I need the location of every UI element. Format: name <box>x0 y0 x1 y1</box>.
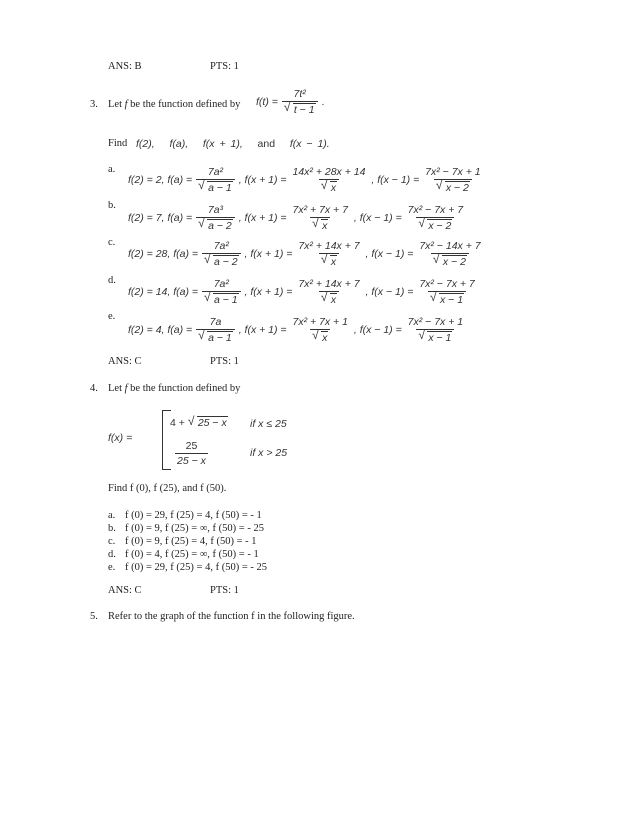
frac-den: x <box>322 220 328 232</box>
frac-den: x − 2 <box>442 256 466 268</box>
q4-option-c: f (0) = 9, f (25) = 4, f (50) = - 1 <box>125 536 257 547</box>
frac-num: 7x² + 7x + 1 <box>292 316 348 328</box>
frac-den: a − 2 <box>213 256 238 268</box>
q4-case1-prefix: 4 + <box>170 417 185 429</box>
frac-den: x − 1 <box>440 294 464 306</box>
q5-text: Refer to the graph of the function f in the following figure. <box>108 611 355 622</box>
q3-find-items <box>136 138 330 150</box>
q3-number: 3. <box>90 99 98 110</box>
q4-option-letter: b. <box>108 523 116 534</box>
radical <box>418 219 452 232</box>
option-frac-2 <box>296 278 361 306</box>
option-frac-1 <box>202 278 241 306</box>
q4-points: PTS: 1 <box>210 585 239 596</box>
frac-num: 7x² − 7x + 7 <box>407 204 464 216</box>
frac-num: 7a² <box>213 240 229 252</box>
q4-case1-expr <box>170 416 228 429</box>
option-lead: f(2) = 2, f(a) = <box>128 173 193 186</box>
option-mid: , f(x − 1) = <box>353 211 402 224</box>
q3-definition <box>256 88 324 116</box>
option-frac-2 <box>290 204 349 232</box>
q4-option-letter: a. <box>108 510 116 521</box>
option-mid: , f(x − 1) = <box>365 247 414 260</box>
q3-def-den: t − 1 <box>293 104 315 116</box>
q4-case2-fraction <box>175 440 208 467</box>
q3-points: PTS: 1 <box>210 356 239 367</box>
q4-answer: ANS: C <box>108 585 142 596</box>
radical <box>321 293 337 306</box>
q4-option-e: f (0) = 29, f (25) = 4, f (50) = - 25 <box>125 562 267 573</box>
frac-num: 7x² + 14x + 7 <box>298 240 360 252</box>
option-lead: f(2) = 7, f(a) = <box>128 211 193 224</box>
frac-num: 7x² − 7x + 1 <box>407 316 464 328</box>
q3-find-item: f(x − 1). <box>289 138 330 150</box>
q3-def-num: 7t² <box>293 88 306 100</box>
q3-option-a <box>128 166 484 194</box>
radical <box>198 181 233 194</box>
q4-intro-var: f <box>124 383 128 394</box>
option-lead: f(2) = 28, f(a) = <box>128 247 199 260</box>
radical <box>204 293 239 306</box>
frac-num: 14x² + 28x + 14 <box>292 166 366 178</box>
frac-num: 7x² − 7x + 1 <box>425 166 481 178</box>
option-mid: , f(x − 1) = <box>371 173 420 186</box>
q3-def-fraction <box>282 88 318 116</box>
radical <box>204 255 239 268</box>
q3-option-letter: d. <box>108 275 116 286</box>
q3-option-letter: e. <box>108 311 116 322</box>
q4-find: Find f (0), f (25), and f (50). <box>108 483 227 494</box>
option-frac-2 <box>290 166 367 194</box>
q4-case2-den: 25 − x <box>177 455 206 467</box>
option-frac-1 <box>196 204 235 232</box>
q3-find-item: f(a), <box>169 138 189 150</box>
frac-den: x <box>322 332 328 344</box>
q3-find-label: Find <box>108 138 128 149</box>
q4-case2-cond: if x > 25 <box>250 447 288 459</box>
option-frac-1 <box>196 166 235 194</box>
q3-intro-suffix: be the function defined by <box>130 99 241 110</box>
q3-find-item: f(x + 1), <box>202 138 243 150</box>
radical <box>312 219 328 232</box>
frac-den: a − 1 <box>213 294 238 306</box>
q3-def-radical <box>284 103 316 116</box>
frac-den: x <box>330 294 337 306</box>
q4-option-letter: d. <box>108 549 116 560</box>
radical <box>312 331 328 344</box>
q2-answer: ANS: B <box>108 61 142 72</box>
frac-num: 7x² − 14x + 7 <box>419 240 481 252</box>
q4-case1-cond: if x ≤ 25 <box>250 418 287 430</box>
frac-den: x − 1 <box>428 332 452 344</box>
frac-num: 7x² + 14x + 7 <box>298 278 360 290</box>
q3-def-lhs: f(t) = <box>256 95 278 108</box>
frac-num: 7a <box>209 316 222 328</box>
option-frac-2 <box>296 240 361 268</box>
q3-intro-var: f <box>124 99 128 110</box>
frac-den: a − 1 <box>208 182 232 194</box>
radical <box>198 331 233 344</box>
q4-option-b: f (0) = 9, f (25) = ∞, f (50) = - 25 <box>125 523 264 534</box>
frac-num: 7x² + 7x + 7 <box>292 204 348 216</box>
frac-den: x <box>330 182 337 194</box>
option-frac-3 <box>406 204 465 232</box>
frac-den: a − 1 <box>208 332 232 344</box>
q4-option-a: f (0) = 29, f (25) = 4, f (50) = - 1 <box>125 510 262 521</box>
q3-option-b <box>128 204 466 232</box>
q3-option-letter: a. <box>108 164 116 175</box>
q3-find-item: f(2), <box>136 138 155 150</box>
q4-case2-expr <box>174 440 209 467</box>
radical <box>321 181 337 194</box>
frac-num: 7a² <box>213 278 229 290</box>
frac-num: 7a² <box>207 166 224 178</box>
option-mid: , f(x + 1) = <box>244 285 293 298</box>
radical <box>433 255 467 268</box>
q4-option-d: f (0) = 4, f (25) = ∞, f (50) = - 1 <box>125 549 259 560</box>
q3-find-and: and <box>257 138 276 150</box>
q4-option-letter: e. <box>108 562 116 573</box>
option-mid: , f(x + 1) = <box>238 323 287 336</box>
q3-option-d <box>128 278 478 306</box>
q4-option-letter: c. <box>108 536 116 547</box>
frac-den: x − 2 <box>428 220 452 232</box>
q4-fx-label: f(x) = <box>108 432 133 444</box>
option-frac-3 <box>417 240 482 268</box>
option-frac-3 <box>417 278 476 306</box>
frac-den: x <box>330 256 337 268</box>
option-lead: f(2) = 14, f(a) = <box>128 285 199 298</box>
q4-intro <box>108 383 240 394</box>
option-frac-3 <box>406 316 465 344</box>
option-frac-3 <box>423 166 482 194</box>
q4-case1-radical <box>188 416 228 429</box>
radical <box>418 331 452 344</box>
frac-den: x − 2 <box>445 182 469 194</box>
option-lead: f(2) = 4, f(a) = <box>128 323 193 336</box>
option-frac-2 <box>290 316 349 344</box>
q4-number: 4. <box>90 383 98 394</box>
frac-num: 7x² − 7x + 7 <box>419 278 475 290</box>
q2-points: PTS: 1 <box>210 61 239 72</box>
q3-intro-prefix: Let <box>108 99 122 110</box>
q3-option-c <box>128 240 484 268</box>
option-mid: , f(x + 1) = <box>238 211 287 224</box>
radical <box>198 219 233 232</box>
option-mid: , f(x + 1) = <box>238 173 287 186</box>
radical <box>321 255 337 268</box>
q3-def-end: . <box>321 95 325 108</box>
q3-answer: ANS: C <box>108 356 142 367</box>
frac-num: 7a³ <box>207 204 224 216</box>
q3-option-letter: b. <box>108 200 116 211</box>
q4-intro-prefix: Let <box>108 383 122 394</box>
radical <box>430 293 464 306</box>
frac-den: a − 2 <box>208 220 232 232</box>
option-frac-1 <box>196 316 235 344</box>
q4-intro-suffix: be the function defined by <box>130 383 241 394</box>
q4-case2-num: 25 <box>185 440 198 452</box>
q5-number: 5. <box>90 611 98 622</box>
q3-option-letter: c. <box>108 237 116 248</box>
q3-intro <box>108 99 240 110</box>
option-frac-1 <box>202 240 241 268</box>
option-mid: , f(x − 1) = <box>365 285 414 298</box>
radical <box>436 181 470 194</box>
q4-case1-rad: 25 − x <box>197 417 227 429</box>
q3-option-e <box>128 316 466 344</box>
option-mid: , f(x − 1) = <box>353 323 402 336</box>
option-mid: , f(x + 1) = <box>244 247 293 260</box>
